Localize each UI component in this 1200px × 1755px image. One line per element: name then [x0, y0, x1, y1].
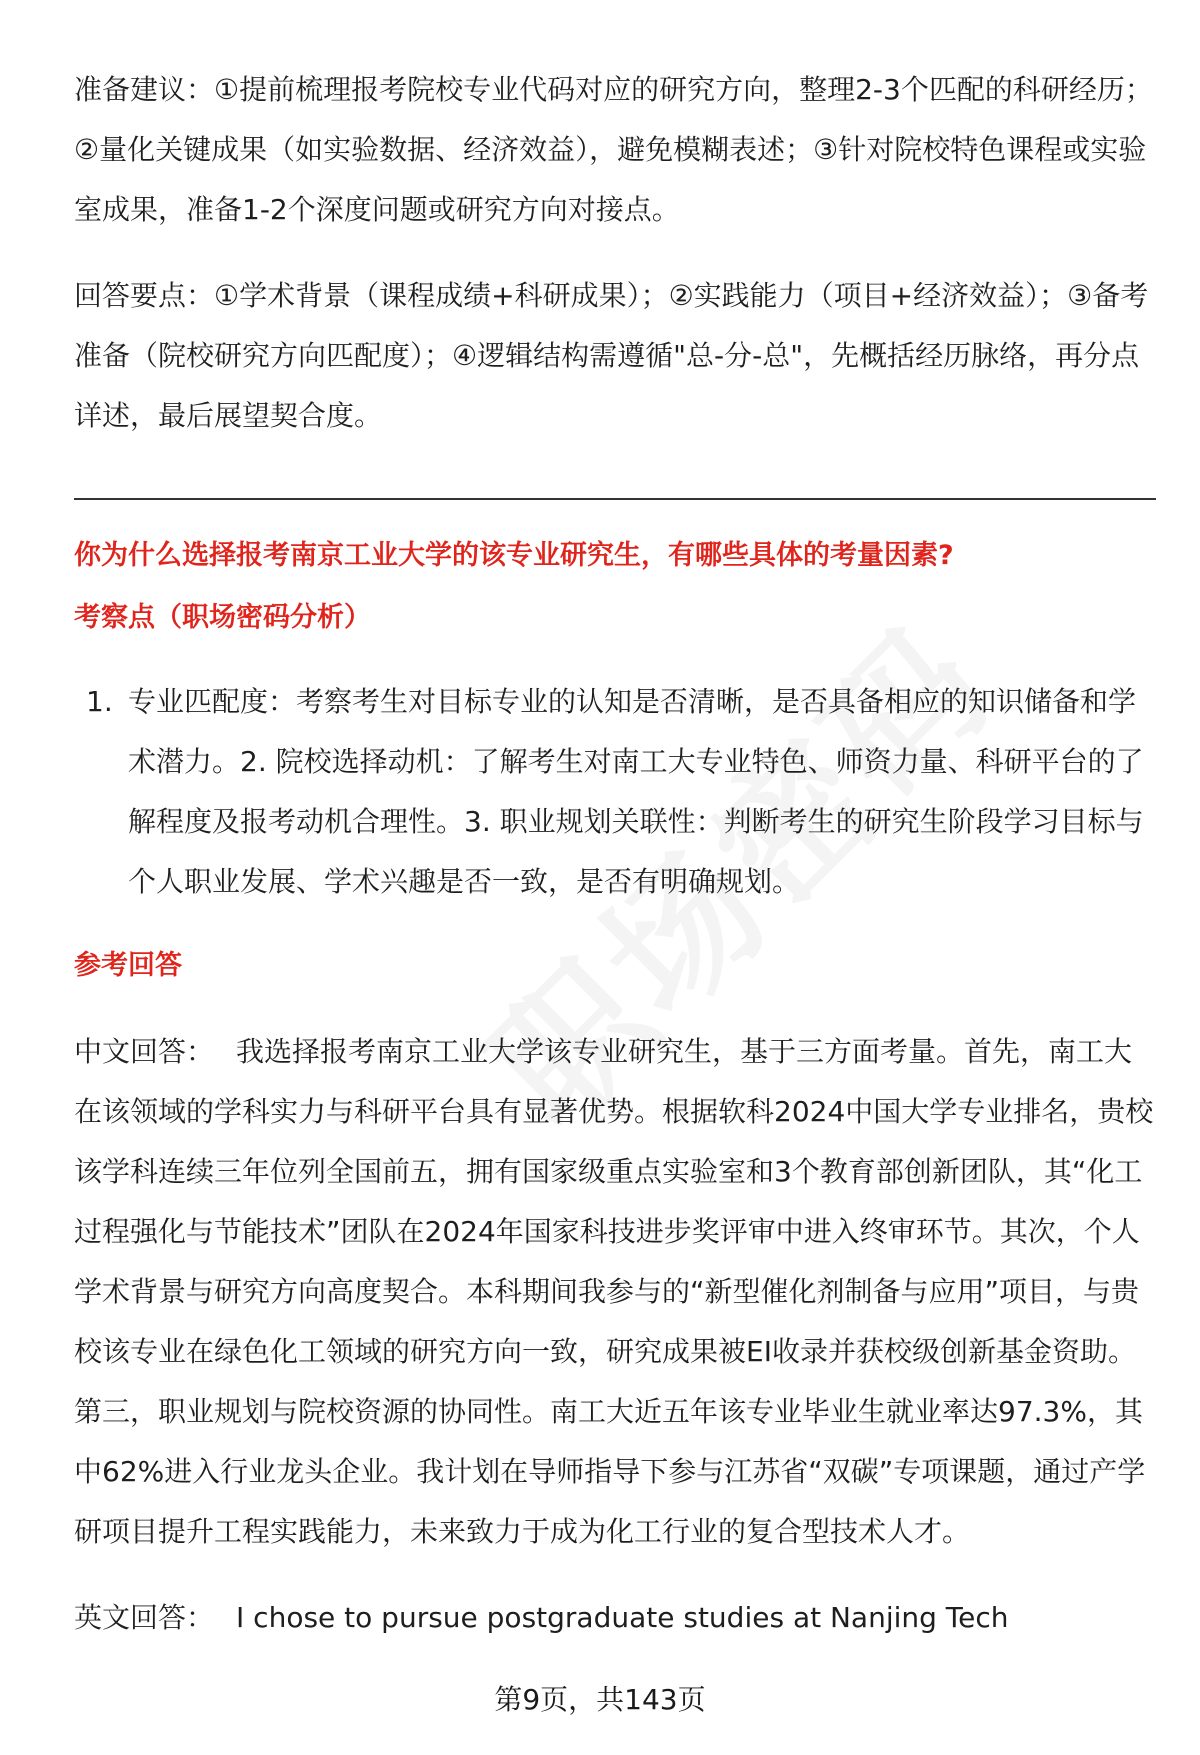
- answer-points-paragraph: 回答要点：①学术背景（课程成绩+科研成果）；②实践能力（项目+经济效益）；③备考准备（院校研究方向匹配度）；④逻辑结构需遵循"总-分-总"，先概括经历脉络，再分点详述，最后展望契合度。: [74, 279, 1149, 432]
- chinese-answer-paragraph: [74, 1022, 1156, 1562]
- question-heading: 你为什么选择报考南京工业大学的该专业研究生，有哪些具体的考量因素?: [74, 540, 954, 571]
- english-answer-label: 英文回答：: [74, 1601, 215, 1634]
- english-answer-paragraph: [74, 1588, 1156, 1648]
- exam-points-heading: 考察点（职场密码分析）: [74, 602, 371, 633]
- section-divider: [74, 498, 1156, 500]
- chinese-answer-text: 我选择报考南京工业大学该专业研究生，基于三方面考量。首先，南工大在该领域的学科实力与科研平台具有显著优势。根据软科2024中国大学专业排名，贵校该学科连续三年位列全国前五，拥有国家级重点实验室和3个教育部创新团队，其“化工过程强化与节能技术”团队在2024年国家科技进步奖评审中进入终审环节。其次，个人学术背景与研究方向高度契合。本科期间我参与的“新型催化剂制备与应用”项目，与贵校该专业在绿色化工领域的研究方向一致，研究成果被EI收录并获校级创新基金资助。第三，职业规划与院校资源的协同性。南工大近五年该专业毕业生就业率达97.3%，其中62%进入行业龙头企业。我计划在导师指导下参与江苏省“双碳”专项课题，通过产学研项目提升工程实践能力，未来致力于成为化工行业的复合型技术人才。: [74, 1035, 1154, 1548]
- list-item-text: 专业匹配度：考察考生对目标专业的认知是否清晰，是否具备相应的知识储备和学术潜力。2. 院校选择动机：了解考生对南工大专业特色、师资力量、科研平台的了解程度及报考动机合理性。3. 职业规划关联性：判断考生的研究生阶段学习目标与个人职业发展、学术兴趣是否一致，是否有明确规划。: [128, 685, 1144, 898]
- list-item: [74, 672, 1156, 912]
- reference-answer-heading: 参考回答: [74, 950, 182, 981]
- page-footer: 第9页，共143页: [494, 1683, 706, 1716]
- prep-advice-paragraph: 准备建议：①提前梳理报考院校专业代码对应的研究方向，整理2-3个匹配的科研经历；②量化关键成果（如实验数据、经济效益），避免模糊表述；③针对院校特色课程或实验室成果，准备1-2个深度问题或研究方向对接点。: [74, 73, 1153, 226]
- chinese-answer-label: 中文回答：: [74, 1035, 215, 1068]
- document-page: [74, 60, 1156, 1648]
- list-item-number: 1.: [86, 685, 113, 718]
- english-answer-text: I chose to pursue postgraduate studies at Nanjing Tech: [236, 1601, 1009, 1634]
- exam-points-list: [74, 672, 1156, 912]
